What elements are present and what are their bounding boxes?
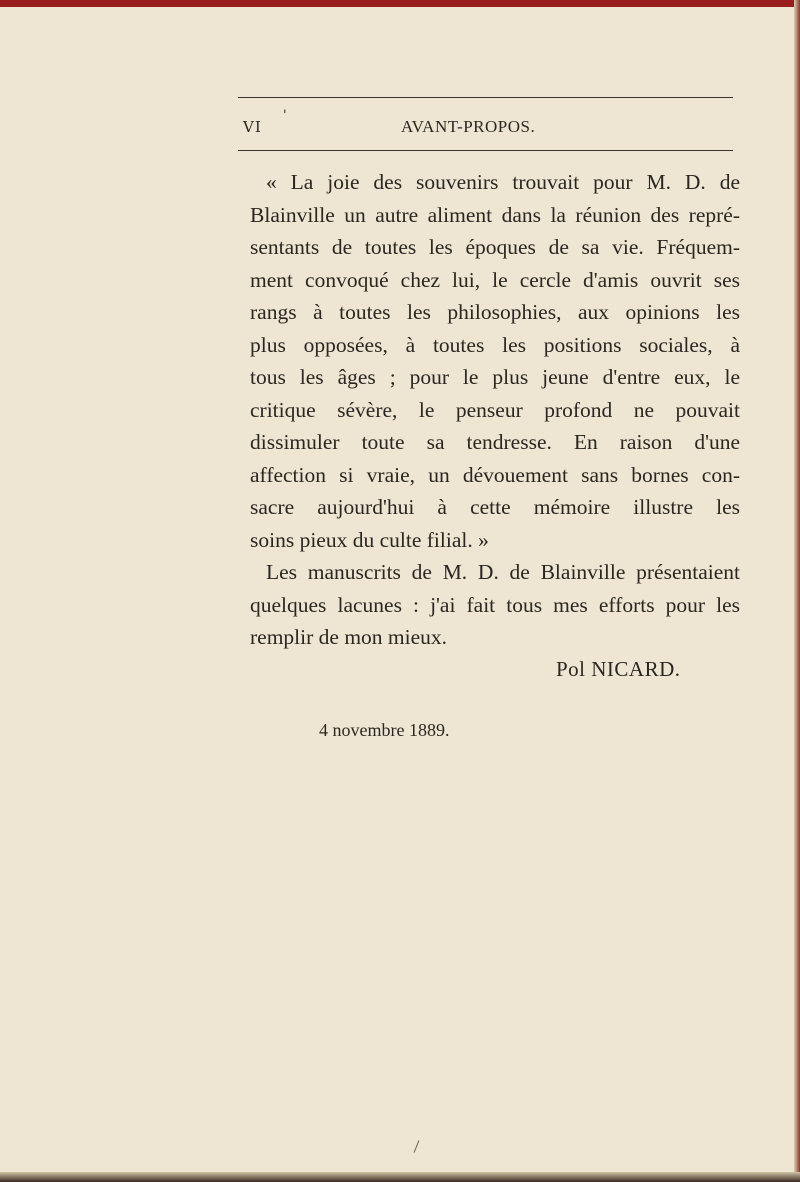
text-line: remplir de mon mieux. xyxy=(250,625,448,649)
date-line: 4 novembre 1889. xyxy=(319,720,450,740)
text-line: quelques lacunes : j'ai fait tous mes efforts pour les xyxy=(250,592,740,617)
text-line: « La joie des souvenirs trouvait pour M. D. de xyxy=(266,170,740,194)
text-line: plus opposées, à toutes les positions sociales, à xyxy=(250,332,740,357)
text-line: rangs à toutes les philosophies, aux opinions les xyxy=(250,300,740,324)
text-line: ment convoqué chez lui, le cercle d'amis ouvrit ses xyxy=(250,267,740,292)
page-top-edge xyxy=(0,0,800,7)
author-signature: Pol NICARD. xyxy=(556,657,681,681)
stray-mark xyxy=(414,1140,420,1152)
text-line: Les manuscrits de M. D. de Blainville présentaient xyxy=(266,560,740,584)
body-text xyxy=(250,166,740,654)
text-line: Blainville un autre aliment dans la réunion des repré- xyxy=(250,202,740,227)
header-rule-bottom xyxy=(238,150,733,151)
text-line: affection si vraie, un dévouement sans bornes con- xyxy=(250,462,740,487)
page-right-edge xyxy=(794,0,800,1182)
page-bottom-edge xyxy=(0,1172,800,1182)
text-line: dissimuler toute sa tendresse. En raison d'une xyxy=(250,430,740,454)
text-line: sacre aujourd'hui à cette mémoire illustre les xyxy=(250,495,740,519)
running-title: AVANT-PROPOS. xyxy=(401,117,536,136)
text-line: tous les âges ; pour le plus jeune d'entre eux, le xyxy=(250,365,740,389)
text-line: sentants de toutes les époques de sa vie. Fréquem- xyxy=(250,235,740,259)
text-line: critique sévère, le penseur profond ne pouvait xyxy=(250,397,740,422)
page-folio: VI xyxy=(243,118,262,136)
header-tick-mark: ' xyxy=(283,108,287,123)
text-line: soins pieux du culte filial. » xyxy=(250,527,489,552)
header-rule-top xyxy=(238,97,733,98)
